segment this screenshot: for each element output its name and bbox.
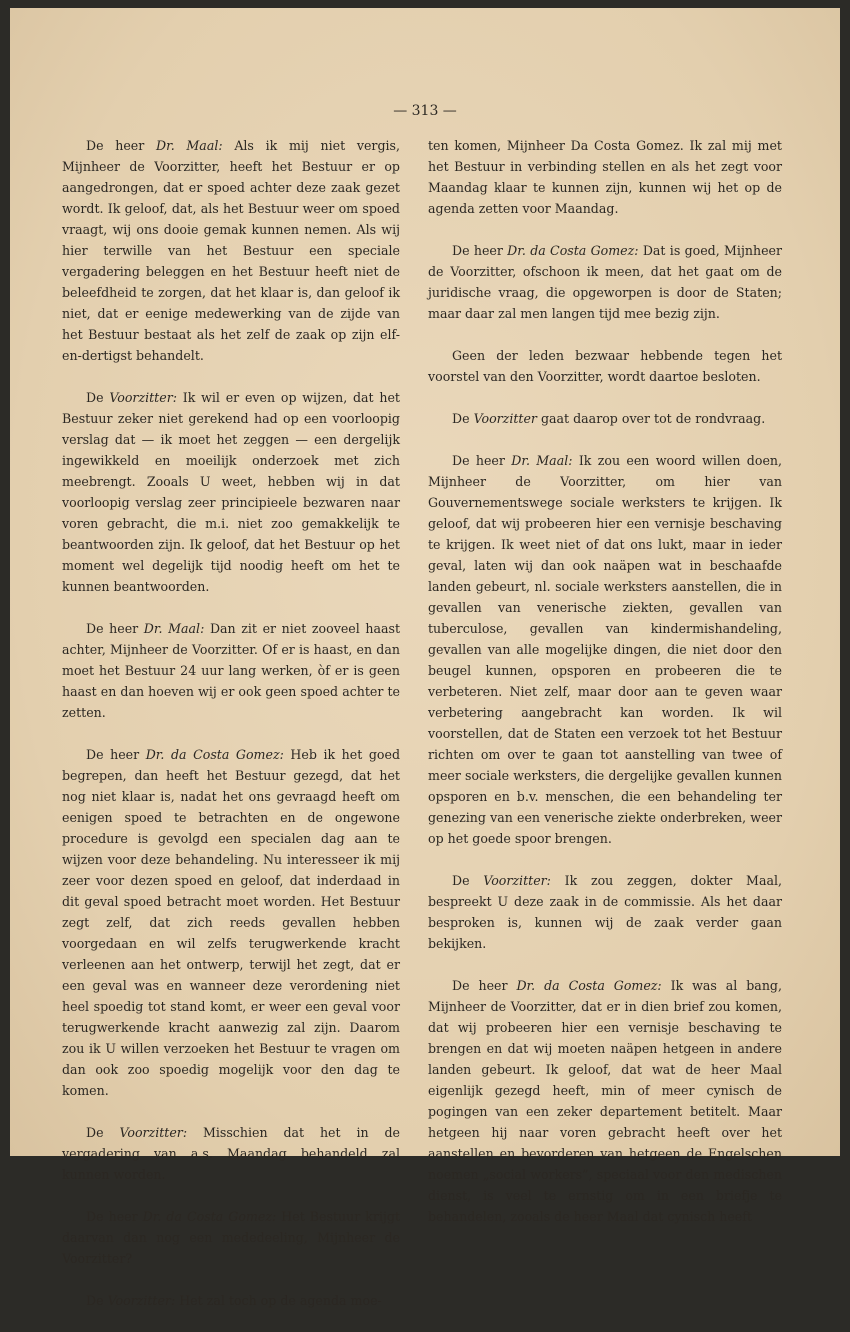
paragraph: De Voorzitter gaat daarop over tot de rondvraag. (452, 411, 766, 426)
paragraph (428, 345, 782, 387)
paragraph-text: Het zal toch op de agenda moe- (179, 1293, 382, 1308)
speaker: Dr. da Costa Gomez: (145, 747, 284, 762)
speaker: Dr. Maal: (155, 138, 223, 153)
paragraph: De heer Dr. Maal: Dan zit er niet zooveel haast achter, Mijnheer de Voorzitter. Of er is haast, en dan moet het Bestuur 24 uur lang werken, òf er is geen haast en dan hoeven wij er ook geen spoed achter te zetten. (62, 621, 401, 720)
paragraph-text: Ik was al bang, Mijnheer de Voorzitter, dat er in dien brief zou komen, dat wij probeeren hier een vernisje beschaving te brengen en dat wij moeten naäpen hetgeen in andere landen gebeurt. Ik geloof, dat wat de heer Maal eigenlijk gezegd heeft, min of meer cynisch de pogingen van een zeker departement betitelt. Maar hetgeen hij naar voren gebracht heeft over het aanstellen en bevorderen van hetgeen de Engelschen noemen „social workers”, speciaal voor den medischen dienst, is veel te ernstig om in een briefje te behandelen, zooals de heer Maal dat cynisch heeft (428, 978, 782, 1224)
paragraph-text: Ik zou een woord willen doen, Mijnheer de Voorzitter, om hier van Gouvernementswege sociale werksters te krijgen. Ik geloof, dat wij probeeren hier een vernisje beschaving te krijgen. Ik weet niet of dat ons lukt, maar in ieder geval, laten wij dan ook naäpen wat in beschaafde landen gebeurt, nl. sociale werksters aanstellen, die in gevallen van venerische ziekten, gevallen van tuberculose, gevallen van kindermishandeling, gevallen van alle mogelijke dingen, die niet door den beugel kunnen, opsporen en probeeren die te verbeteren. Niet zelf, maar door aan te geven waar verbetering aangebracht kan worden. Ik wil voorstellen, dat de Staten een verzoek tot het Bestuur richten om over te gaan tot aanstelling van twee of meer sociale werksters, die dergelijke gevallen kunnen opsporen en b.v. menschen, die een behandeling ter genezing van een venerische ziekte onderbreken, weer op het goede spoor brengen. (428, 453, 783, 846)
paragraph-text: Heb ik het goed begrepen, dan heeft het Bestuur gezegd, dat het nog niet klaar is, nadat het ons gevraagd heeft om eenigen spoed te betrachten en de ongewone procedure is gevolgd een specialen dag aan te wijzen voor deze behandeling. Nu interesseer ik mij zeer voor dezen spoed en geloof, dat inderdaad in dit geval spoed betracht moet worden. Het Bestuur zegt zelf, dat zich reeds gevallen hebben voorgedaan en wil zelfs terugwerkende kracht verleenen aan het ontwerp, terwijl het zegt, dat er een geval was en wanneer deze verordening niet heel spoedig tot stand komt, er weer een geval voor terugwerkende kracht aanwezig zal zijn. Daarom zou ik U willen verzoeken het Bestuur te vragen om dan ook zoo spoedig mogelijk voor den dag te komen. (62, 747, 401, 1098)
page-number: — 313 — (393, 103, 457, 119)
speaker: Dr. da Costa Gomez: (507, 243, 639, 258)
paragraph-text: Geen der leden bezwaar hebbende tegen het voorstel van den Voorzitter, wordt daartoe besloten. (428, 348, 782, 384)
document-page (10, 8, 840, 1308)
paragraph (428, 135, 782, 219)
speaker: Voorzitter (473, 411, 537, 426)
speaker: Dr. Maal: (143, 621, 205, 636)
left-column (62, 135, 400, 1332)
paragraph: De Voorzitter: Het zal toch op de agenda moe- (86, 1293, 382, 1308)
paragraph-text: Dan zit er niet zooveel haast achter, Mijnheer de Voorzitter. Of er is haast, en dan moet het Bestuur 24 uur lang werken, òf er is geen haast en dan hoeven wij er ook geen spoed achter te zetten. (62, 621, 401, 720)
speaker: Voorzitter: (109, 390, 177, 405)
paragraph: De heer Dr. Maal: Als ik mij niet vergis, Mijnheer de Voorzitter, heeft het Bestuur er op aangedrongen, dat er spoed achter deze zaak gezet wordt. Ik geloof, dat, als het Bestuur weer om spoed vraagt, wij ons dooie gemak kunnen nemen. Als wij hier terwille van het Bestuur een speciale vergadering beleggen en het Bestuur heeft niet de beleefdheid te zorgen, dat het klaar is, dan geloof ik niet, dat er eenige medewerking van de zijde van het Bestuur bestaat als het zelf de zaak op zijn elf-en-dertigst behandelt. (62, 138, 401, 363)
paragraph: De heer Dr. da Costa Gomez: Heb ik het goed begrepen, dan heeft het Bestuur gezegd, dat het nog niet klaar is, nadat het ons gevraagd heeft om eenigen spoed te betrachten en de ongewone procedure is gevolgd een specialen dag aan te wijzen voor deze behandeling. Nu interesseer ik mij zeer voor dezen spoed en geloof, dat inderdaad in dit geval spoed betracht moet worden. Het Bestuur zegt zelf, dat zich reeds gevallen hebben voorgedaan en wil zelfs terugwerkende kracht verleenen aan het ontwerp, terwijl het zegt, dat er een geval was en wanneer deze verordening niet heel spoedig tot stand komt, er weer een geval voor terugwerkende kracht aanwezig zal zijn. Daarom zou ik U willen verzoeken het Bestuur te vragen om dan ook zoo spoedig mogelijk voor den dag te komen. (62, 747, 401, 1098)
paragraph: De heer Dr. Maal: Ik zou een woord willen doen, Mijnheer de Voorzitter, om hier van Gouvernementswege sociale werksters te krijgen. Ik geloof, dat wij probeeren hier een vernisje beschaving te krijgen. Ik weet niet of dat ons lukt, maar in ieder geval, laten wij dan ook naäpen wat in beschaafde landen gebeurt, nl. sociale werksters aanstellen, die in gevallen van venerische ziekten, gevallen van tuberculose, gevallen van kindermishandeling, gevallen van alle mogelijke dingen, die niet door den beugel kunnen, opsporen en probeeren die te verbeteren. Niet zelf, maar door aan te geven waar verbetering aangebracht kan worden. Ik wil voorstellen, dat de Staten een verzoek tot het Bestuur richten om over te gaan tot aanstelling van twee of meer sociale werksters, die dergelijke gevallen kunnen opsporen en b.v. menschen, die een behandeling ter genezing van een venerische ziekte onderbreken, weer op het goede spoor brengen. (428, 453, 783, 846)
paragraph-text: Ik zou zeggen, dokter Maal, bespreekt U deze zaak in de commissie. Als het daar besproken is, kunnen wij de zaak verder gaan bekijken. (428, 873, 782, 951)
right-column (428, 135, 782, 1248)
paragraph-text: Ik wil er even op wijzen, dat het Bestuur zeker niet gerekend had op een voorloopig verslag dat — ik moet het zeggen — een dergelijk ingewikkeld en moeilijk onderzoek met zich meebrengt. Zooals U weet, hebben wij in dat voorloopig verslag zeer principieele bezwaren naar voren gebracht, die m.i. niet zoo gemakkelijk te beantwoorden zijn. Ik geloof, dat het Bestuur op het moment wel degelijk tijd noodig heeft om het te kunnen beantwoorden. (62, 390, 400, 594)
paragraph: De heer Dr. da Costa Gomez: Ik was al bang, Mijnheer de Voorzitter, dat er in dien brief zou komen, dat wij probeeren hier een vernisje beschaving te brengen en dat wij moeten naäpen hetgeen in andere landen gebeurt. Ik geloof, dat wat de heer Maal eigenlijk gezegd heeft, min of meer cynisch de pogingen van een zeker departement betitelt. Maar hetgeen hij naar voren gebracht heeft over het aanstellen en bevorderen van hetgeen de Engelschen noemen „social workers”, speciaal voor den medischen dienst, is veel te ernstig om in een briefje te behandelen, zooals de heer Maal dat cynisch heeft (428, 978, 782, 1224)
paragraph-text: Het Bestuur krijgt daarvan dan nog een mededeeling, Mijnheer de Voorzitter? (62, 1209, 401, 1266)
speaker: Dr. da Costa Gomez: (142, 1209, 277, 1224)
speaker: Voorzitter: (119, 1125, 188, 1140)
speaker: Dr. da Costa Gomez: (516, 978, 662, 993)
paragraph-text: Misschien dat het in de vergadering van a.s. Maandag behandeld zal kunnen worden. (62, 1125, 400, 1182)
speaker: Dr. Maal: (511, 453, 573, 468)
paragraph: De Voorzitter: Misschien dat het in de vergadering van a.s. Maandag behandeld zal kunnen worden. (62, 1125, 400, 1182)
paragraph: De Voorzitter: Ik wil er even op wijzen, dat het Bestuur zeker niet gerekend had op een voorloopig verslag dat — ik moet het zeggen — een dergelijk ingewikkeld en moeilijk onderzoek met zich meebrengt. Zooals U weet, hebben wij in dat voorloopig verslag zeer principieele bezwaren naar voren gebracht, die m.i. niet zoo gemakkelijk te beantwoorden zijn. Ik geloof, dat het Bestuur op het moment wel degelijk tijd noodig heeft om het te kunnen beantwoorden. (62, 390, 400, 594)
paragraph-text: gaat daarop over tot de rondvraag. (540, 411, 766, 426)
paragraph-text: Dat is goed, Mijnheer de Voorzitter, ofschoon ik meen, dat het gaat om de juridische vraag, die opgeworpen is door de Staten; maar daar zal men langen tijd mee bezig zijn. (428, 243, 782, 321)
paragraph-text: ten komen, Mijnheer Da Costa Gomez. Ik zal mij met het Bestuur in verbinding stellen en als het zegt voor Maandag klaar te kunnen zijn, kunnen wij het op de agenda zetten voor Maandag. (428, 138, 782, 216)
paragraph: De Voorzitter: Ik zou zeggen, dokter Maal, bespreekt U deze zaak in de commissie. Als het daar besproken is, kunnen wij de zaak verder gaan bekijken. (428, 873, 782, 951)
speaker: Voorzitter: (107, 1293, 176, 1308)
paragraph: De heer Dr. da Costa Gomez: Dat is goed, Mijnheer de Voorzitter, ofschoon ik meen, dat het gaat om de juridische vraag, die opgeworpen is door de Staten; maar daar zal men langen tijd mee bezig zijn. (428, 243, 782, 321)
paragraph: De heer Dr. da Costa Gomez: Het Bestuur krijgt daarvan dan nog een mededeeling, Mijnheer de Voorzitter? (62, 1209, 401, 1266)
paragraph-text: Als ik mij niet vergis, Mijnheer de Voorzitter, heeft het Bestuur er op aangedrongen, dat er spoed achter deze zaak gezet wordt. Ik geloof, dat, als het Bestuur weer om spoed vraagt, wij ons dooie gemak kunnen nemen. Als wij hier terwille van het Bestuur een speciale vergadering beleggen en het Bestuur heeft niet de beleefdheid te zorgen, dat het klaar is, dan geloof ik niet, dat er eenige medewerking van de zijde van het Bestuur bestaat als het zelf de zaak op zijn elf-en-dertigst behandelt. (62, 138, 401, 363)
speaker: Voorzitter: (483, 873, 551, 888)
